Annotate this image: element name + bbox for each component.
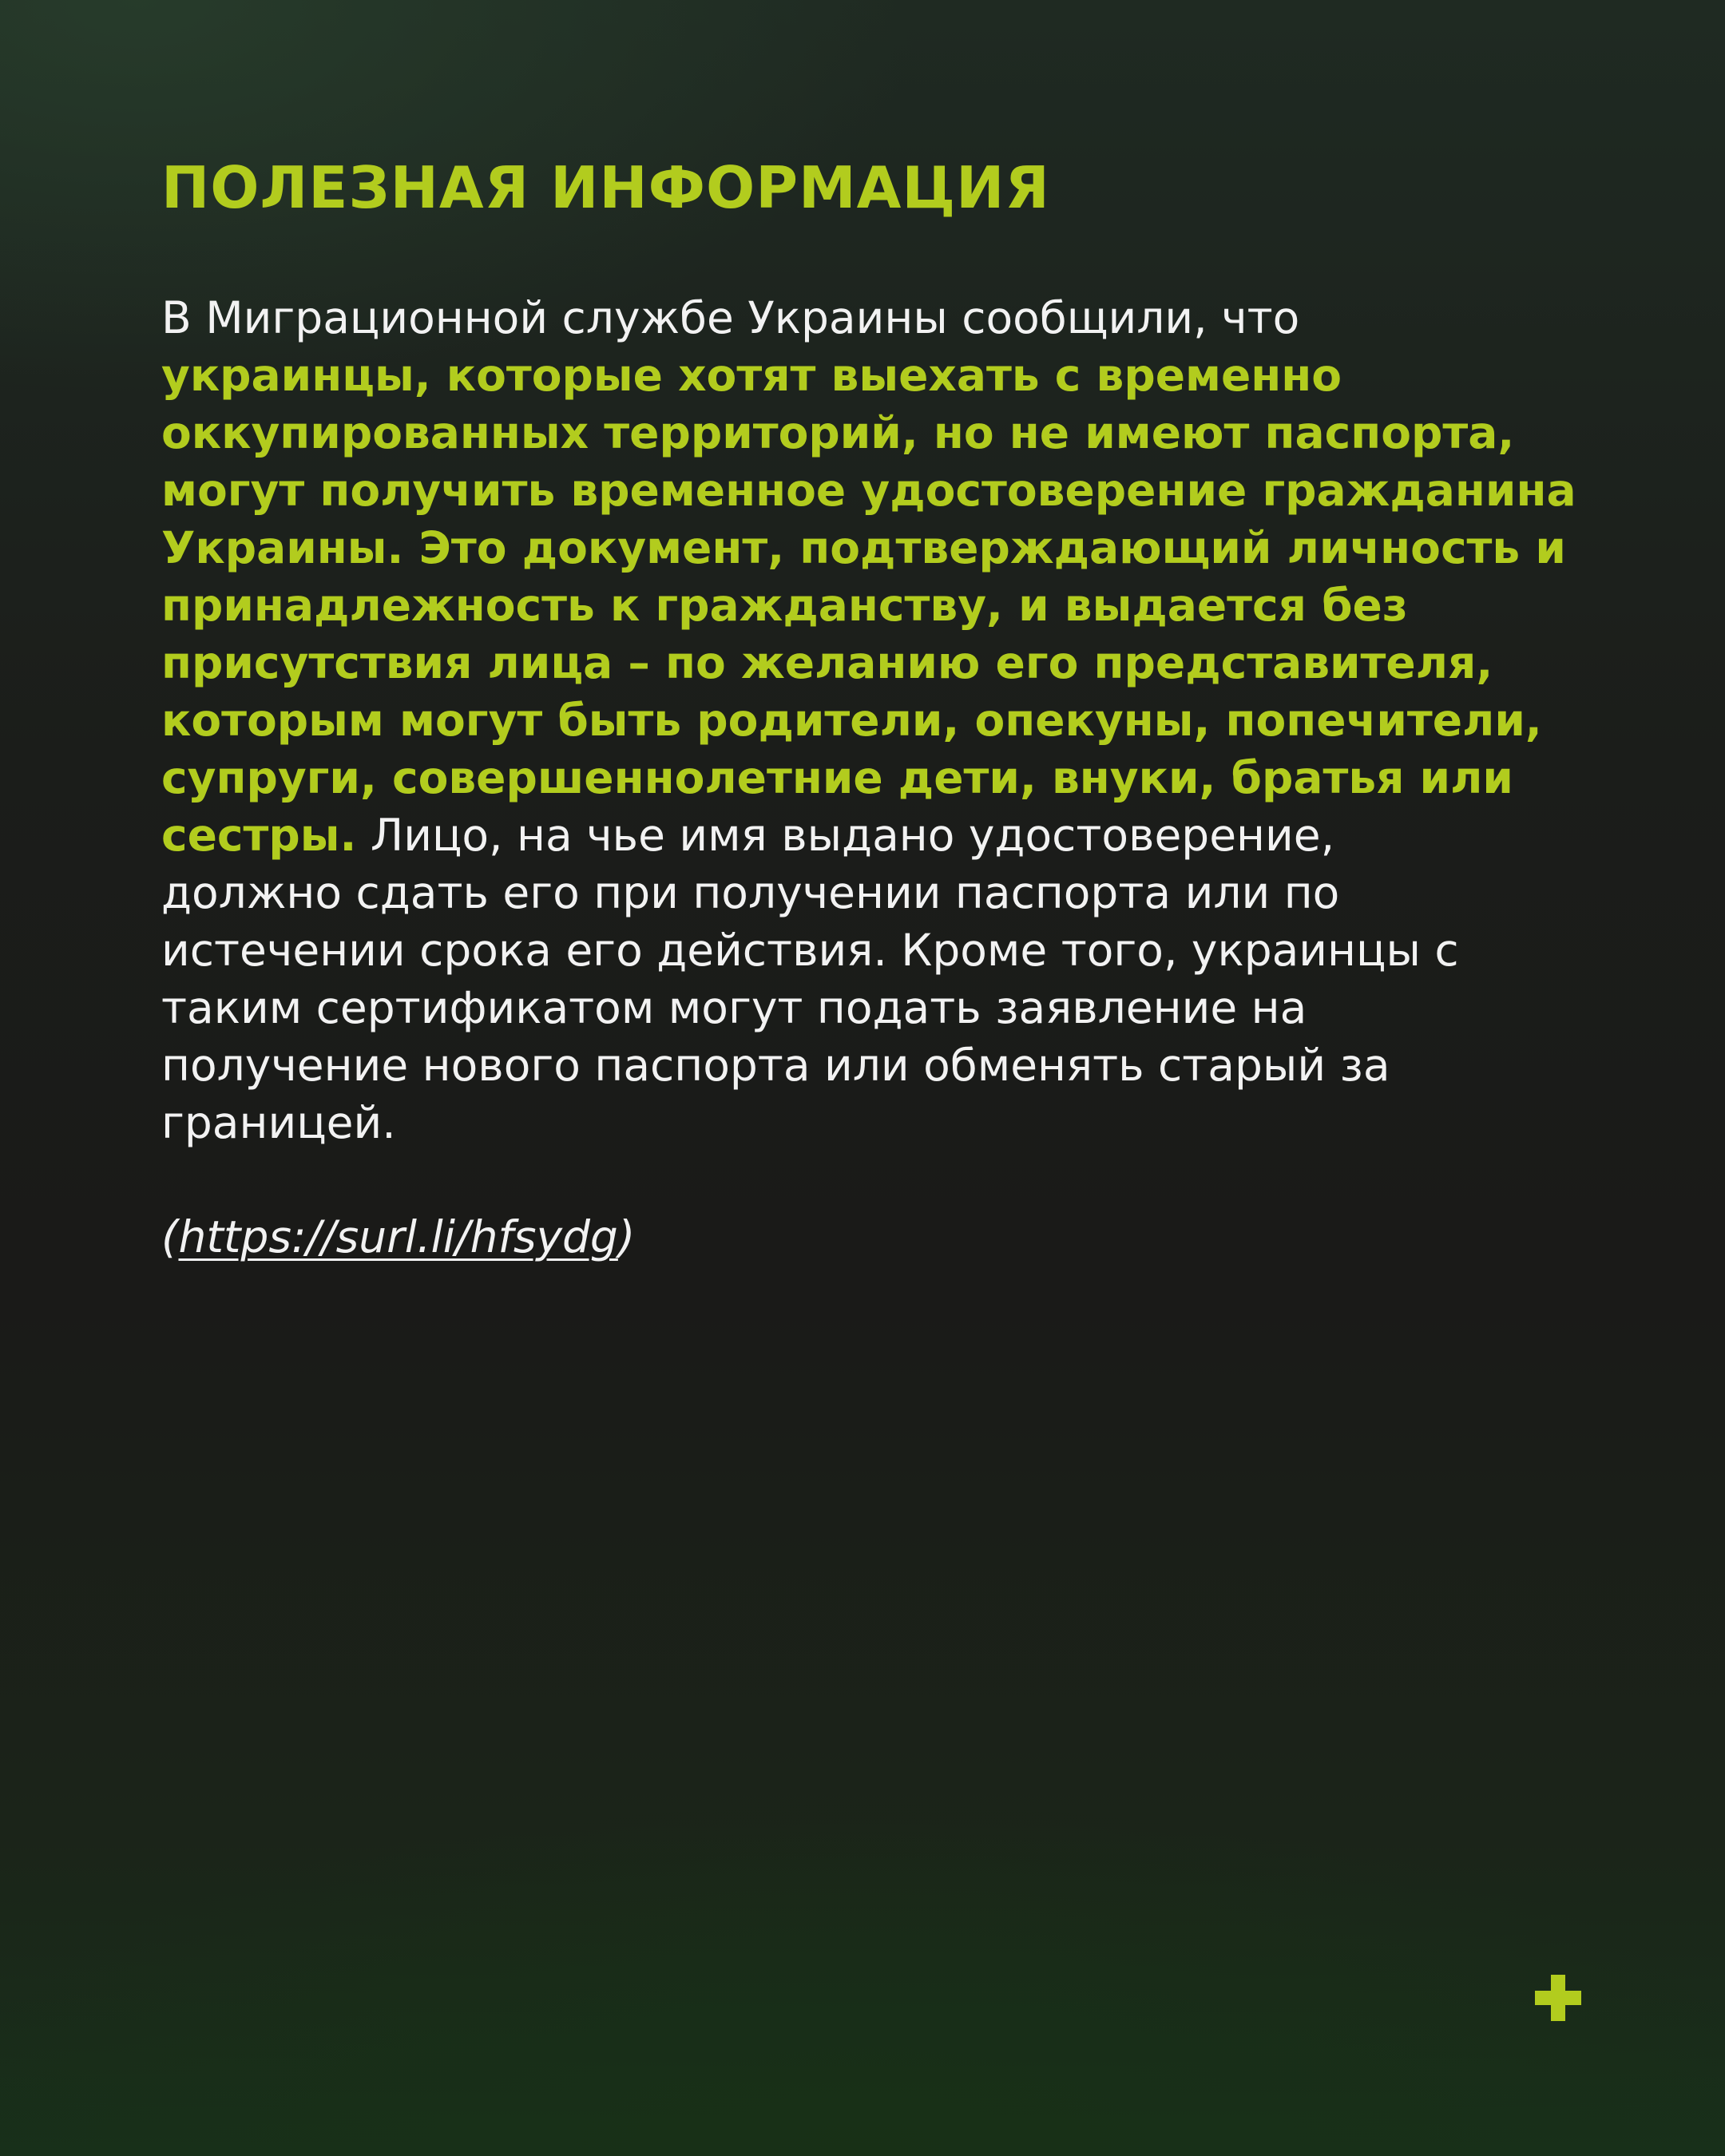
text-line <box>161 634 1647 692</box>
plus-icon <box>1535 1975 1581 2021</box>
source-reference <box>161 1208 635 1266</box>
highlighted-text-segment: могут получить временное удостоверение гражданина <box>161 465 1576 516</box>
text-line <box>161 864 1647 921</box>
text-segment: Лицо, на чье имя выдано удостоверение, <box>356 810 1335 861</box>
highlighted-text-segment: украинцы, которые хотят выехать с временно <box>161 350 1342 401</box>
text-line <box>161 979 1647 1036</box>
text-line <box>161 347 1647 404</box>
text-line <box>161 692 1647 749</box>
text-line <box>161 1036 1647 1094</box>
text-line <box>161 462 1647 519</box>
text-segment: границей. <box>161 1097 396 1148</box>
highlighted-text-segment: Украины. Это документ, подтверждающий личность и <box>161 522 1566 573</box>
text-line <box>161 1094 1647 1151</box>
highlighted-text-segment: присутствия лица – по желанию его представителя, <box>161 637 1493 688</box>
text-segment: получение нового паспорта или обменять старый за <box>161 1040 1390 1091</box>
text-segment: истечении срока его действия. Кроме того, украинцы с <box>161 925 1459 976</box>
article-text <box>161 289 1647 1151</box>
source-link[interactable]: https://surl.li/hfsydg <box>178 1211 618 1262</box>
text-line <box>161 289 1647 347</box>
highlighted-text-segment: принадлежность к гражданству, и выдается без <box>161 580 1408 631</box>
text-line <box>161 749 1647 807</box>
highlighted-text-segment: сестры. <box>161 810 357 861</box>
source-close-paren: ) <box>617 1211 636 1262</box>
highlighted-text-segment: которым могут быть родители, опекуны, попечители, <box>161 695 1542 746</box>
text-line <box>161 577 1647 634</box>
text-line <box>161 807 1647 864</box>
highlighted-text-segment: супруги, совершеннолетние дети, внуки, братья или <box>161 752 1513 803</box>
text-line <box>161 404 1647 462</box>
text-line <box>161 519 1647 577</box>
highlighted-text-segment: оккупированных территорий, но не имеют паспорта, <box>161 407 1515 458</box>
text-line <box>161 921 1647 979</box>
text-segment: В Миграционной службе Украины сообщили, что <box>161 292 1300 343</box>
page-title: ПОЛЕЗНАЯ ИНФОРМАЦИЯ <box>161 154 1050 221</box>
source-open-paren: ( <box>161 1211 179 1262</box>
text-segment: таким сертификатом могут подать заявление на <box>161 982 1307 1033</box>
text-segment: должно сдать его при получении паспорта или по <box>161 867 1340 918</box>
